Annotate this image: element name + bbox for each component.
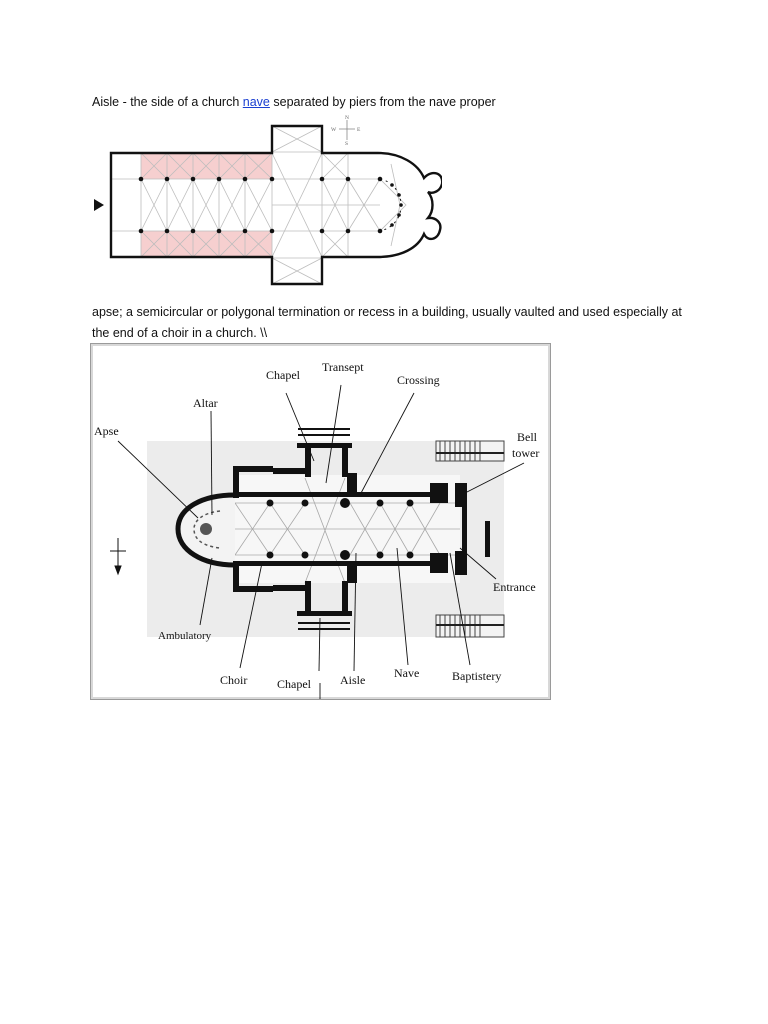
compass-west: W [331,127,337,133]
label-chapel-bottom: Chapel [277,677,311,691]
stairs-top [436,441,504,461]
label-aisle: Aisle [340,673,366,687]
compass-north: N [345,115,349,121]
aisle-definition [92,92,692,113]
compass-icon [331,115,361,147]
aisle-definition-tail: separated by piers from the nave proper [269,95,496,109]
entrance-arrow-icon [94,199,104,211]
label-choir: Choir [220,673,248,687]
compass-east: E [357,127,361,133]
label-ambulatory: Ambulatory [158,630,212,642]
label-bell-tower-line2: tower [512,446,540,460]
cathedral-plan-figure [90,343,551,700]
label-baptistery: Baptistery [452,669,502,683]
apse-definition: apse; a semicircular or polygonal termination or recess in a building, usually vaulted and used especially at the end of a choir in a church. \\ [92,305,682,340]
label-nave: Nave [394,666,420,680]
label-chapel-top: Chapel [266,368,300,382]
aisle-plan-figure [88,112,442,290]
label-crossing: Crossing [397,373,440,387]
label-bell-tower-line1: Bell [517,430,537,444]
label-transept: Transept [322,360,364,374]
nave-link[interactable]: nave [242,95,270,109]
label-apse: Apse [94,424,119,438]
apse-arc [380,179,401,231]
altar-mark [200,523,212,535]
stairs-bottom [436,615,504,637]
label-entrance: Entrance [493,580,536,594]
vault-grid [111,126,406,284]
aisle-definition-lead: Aisle - the side of a church [92,95,243,109]
compass-south: S [345,141,349,147]
label-altar: Altar [193,396,218,410]
